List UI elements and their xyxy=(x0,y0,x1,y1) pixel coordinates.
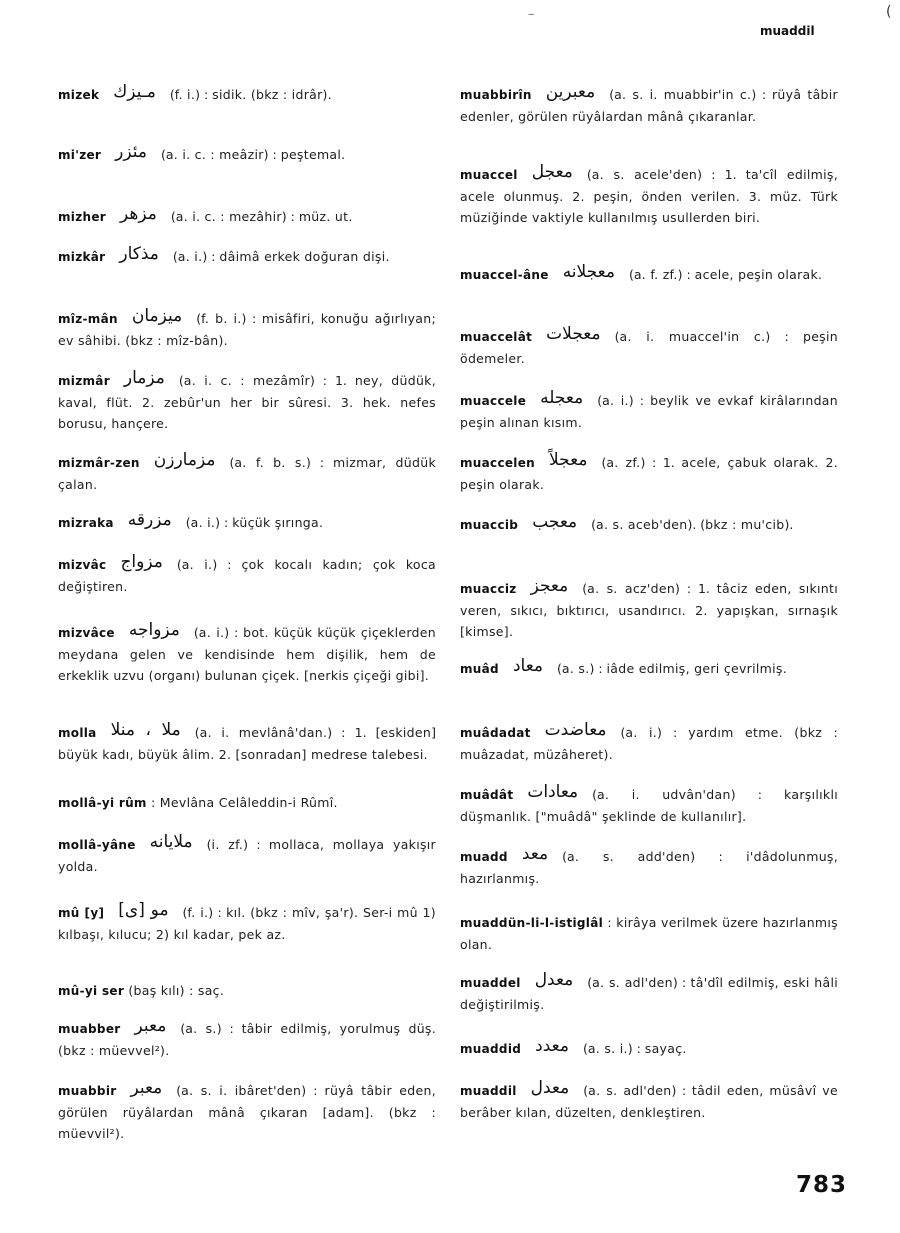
headword: mollâ-yâne xyxy=(58,838,136,852)
entry-mizek xyxy=(58,84,436,106)
arabic-script: مزمار xyxy=(123,368,165,388)
definition: (a. zf.) : 1. acele, çabuk olarak. 2. peşin olarak. xyxy=(460,455,838,492)
entry-muaddun-li-l-istiglal xyxy=(460,912,838,955)
scan-dash-mark: ‒ xyxy=(528,9,535,20)
definition: (a. f. zf.) : acele, peşin olarak. xyxy=(628,267,823,282)
arabic-script: معدل xyxy=(530,1078,570,1098)
entry-muaddel xyxy=(460,972,838,1015)
entry-muadd xyxy=(460,846,838,889)
definition: (a. i. c. : mezâmîr) : 1. ney, düdük, kaval, flüt. 2. zebûr'un her bir sûresi. 3. hek. nefes borusu, hançere. xyxy=(58,373,436,431)
definition: (a. s. adl'den) : tâdil eden, müsâvî ve berâber kılan, düzelten, denkleştiren. xyxy=(460,1083,838,1120)
entry-muaddid xyxy=(460,1038,838,1060)
headword: muaddel xyxy=(460,976,521,990)
arabic-script: مذكار xyxy=(119,244,159,264)
headword: muacciz xyxy=(460,582,517,596)
arabic-script: معبرين xyxy=(545,82,596,102)
headword: mizher xyxy=(58,210,107,224)
definition: (a. i. muaccel'in c.) : peşin ödemeler. xyxy=(460,329,838,366)
entry-mizkar xyxy=(58,246,436,268)
headword: mizvâc xyxy=(58,558,107,572)
definition: (a. i. c. : meâzir) : peştemal. xyxy=(160,147,346,162)
arabic-script: مئزر xyxy=(115,142,147,162)
arabic-script: ملا ، منلا xyxy=(110,720,181,740)
arabic-script: معاضدت xyxy=(544,720,607,740)
entry-mizvac xyxy=(58,554,436,597)
entry-molla xyxy=(58,722,436,765)
entry-mu-yi-ser xyxy=(58,980,436,1002)
entry-muadat xyxy=(460,784,838,827)
definition: (a. i. udvân'dan) : karşılıklı düşmanlık. ["muâdâ" şeklinde de kullanılır]. xyxy=(460,787,838,824)
definition: (f. b. i.) : misâfiri, konuğu ağırlıyan; ev sâhibi. (bkz : mîz-bân). xyxy=(58,311,436,348)
arabic-script: معد xyxy=(521,844,549,864)
definition: (a. s. aceb'den). (bkz : mu'cib). xyxy=(591,517,794,532)
definition: (a. f. b. s.) : mizmar, düdük çalan. xyxy=(58,455,436,492)
headword: muaddid xyxy=(460,1042,522,1056)
arabic-script: ميزمان xyxy=(131,306,183,326)
headword: mizmâr-zen xyxy=(58,456,140,470)
entry-mizmar xyxy=(58,370,436,434)
definition: (i. zf.) : mollaca, mollaya yakışır yolda. xyxy=(58,837,436,874)
entry-muabber xyxy=(58,1018,436,1061)
definition: (baş kılı) : saç. xyxy=(128,983,225,998)
entry-muacciz xyxy=(460,578,838,642)
definition: (a. i.) : yardım etme. (bkz : muâzadat, müzâheret). xyxy=(460,725,838,762)
entry-mizher xyxy=(58,206,436,228)
headword: muadd xyxy=(460,850,508,864)
entry-molla-yi-rum xyxy=(58,792,436,814)
entry-muaccele xyxy=(460,390,838,433)
definition: (a. i. mevlânâ'dan.) : 1. [eskiden] büyük kadı, büyük âlim. 2. [sonradan] medrese talebesi. xyxy=(58,725,436,762)
definition: (a. s. i. muabbir'in c.) : rüyâ tâbir edenler, görülen rüyâlardan mânâ çıkaranlar. xyxy=(460,87,838,124)
arabic-script: معجلاً xyxy=(549,450,588,470)
arabic-script: مزواج xyxy=(120,552,163,572)
headword: mi'zer xyxy=(58,148,102,162)
entry-muaccib xyxy=(460,514,838,536)
definition: (a. s. i. ibâret'den) : rüyâ tâbir eden, görülen rüyâlardan mânâ çıkaran [adam]. (bkz : müevvil²). xyxy=(58,1083,436,1141)
headword: mizek xyxy=(58,88,100,102)
arabic-script: معبر xyxy=(134,1016,167,1036)
headword: muabber xyxy=(58,1022,121,1036)
headword: muaccel-âne xyxy=(460,268,549,282)
headword: mîz-mân xyxy=(58,312,118,326)
headword: muaddil xyxy=(460,1084,517,1098)
definition: (a. s. acz'den) : 1. tâciz eden, sıkıntı veren, sıkıcı, bıktırıcı, usandırıcı. 2. yapışkan, sırnaşık [kimse]. xyxy=(460,581,838,639)
definition: (a. i.) : küçük şırınga. xyxy=(185,515,324,530)
scan-corner-mark: ( xyxy=(886,4,892,20)
definition: (f. i.) : kıl. (bkz : mîv, şa'r). Ser-i mû 1) kılbaşı, kılucu; 2) kıl kadar, pek az. xyxy=(58,905,436,942)
headword: muaccel xyxy=(460,168,518,182)
arabic-script: معاد xyxy=(512,656,543,676)
page-number: 783 xyxy=(796,1172,848,1198)
definition: (a. s. add'den) : i'dâdolunmuş, hazırlanmış. xyxy=(460,849,838,886)
arabic-script: معجلانه xyxy=(562,262,615,282)
entry-muabbirin xyxy=(460,84,838,127)
headword: mû-yi ser xyxy=(58,984,125,998)
arabic-script: مزواجه xyxy=(128,620,180,640)
entry-mizer xyxy=(58,144,436,166)
definition: : Mevlâna Celâleddin-i Rûmî. xyxy=(151,795,338,810)
headword: muaddün-li-l-istiglâl xyxy=(460,916,604,930)
arabic-script: معبر xyxy=(130,1078,163,1098)
headword: mizraka xyxy=(58,516,114,530)
headword: muaccelen xyxy=(460,456,536,470)
arabic-script: مزهر xyxy=(120,204,157,224)
definition: (a. s. i.) : sayaç. xyxy=(582,1041,687,1056)
definition: (a. s.) : iâde edilmiş, geri çevrilmiş. xyxy=(557,661,788,676)
definition: (a. i. c. : mezâhir) : müz. ut. xyxy=(170,209,353,224)
entry-muaddil xyxy=(460,1080,838,1123)
arabic-script: معادات xyxy=(527,782,579,802)
definition: (a. s.) : tâbir edilmiş, yorulmuş düş. (bkz : müevvel²). xyxy=(58,1021,436,1058)
entry-mizvace xyxy=(58,622,436,686)
definition: (a. s. acele'den) : 1. ta'cîl edilmiş, acele olunmuş. 2. peşin, önden verilen. 3. müz. Türk müziğinde vaktiyle kullanılmış usullerden biri. xyxy=(460,167,838,225)
entry-mu xyxy=(58,902,436,945)
arabic-script: معجله xyxy=(540,388,584,408)
headword: muaccelât xyxy=(460,330,533,344)
entry-miz-man xyxy=(58,308,436,351)
arabic-script: معجلات xyxy=(546,324,601,344)
entry-muaccelat xyxy=(460,326,838,369)
headword: muâdadat xyxy=(460,726,531,740)
definition: (f. i.) : sidik. (bkz : idrâr). xyxy=(169,87,332,102)
headword: mizvâce xyxy=(58,626,115,640)
definition: (a. i.) : beylik ve evkaf kirâlarından peşin alınan kısım. xyxy=(460,393,838,430)
headword: mollâ-yi rûm xyxy=(58,796,147,810)
entry-muad xyxy=(460,658,838,680)
arabic-script: معدد xyxy=(535,1036,569,1056)
arabic-script: معجل xyxy=(531,162,573,182)
running-head-guide-word: muaddil xyxy=(760,24,815,38)
arabic-script: ملايانه xyxy=(149,832,193,852)
definition: (a. i.) : dâimâ erkek doğuran dişi. xyxy=(172,249,390,264)
arabic-script: مو [ى] xyxy=(118,900,169,920)
entry-muabbir xyxy=(58,1080,436,1144)
headword: mizkâr xyxy=(58,250,106,264)
entry-molla-yane xyxy=(58,834,436,877)
headword: muabbirîn xyxy=(460,88,532,102)
arabic-script: مزمارزن xyxy=(153,450,216,470)
headword: molla xyxy=(58,726,97,740)
headword: mizmâr xyxy=(58,374,110,388)
arabic-script: مـيزك xyxy=(113,82,156,102)
arabic-script: معجب xyxy=(532,512,578,532)
headword: muabbir xyxy=(58,1084,117,1098)
entry-muadadat xyxy=(460,722,838,765)
entry-muaccelen xyxy=(460,452,838,495)
entry-muaccel xyxy=(460,164,838,228)
entry-mizmar-zen xyxy=(58,452,436,495)
definition: : kirâya verilmek üzere hazırlanmış olan. xyxy=(460,915,838,952)
arabic-script: معدل xyxy=(534,970,574,990)
headword: muaccib xyxy=(460,518,519,532)
headword: mû [y] xyxy=(58,906,105,920)
definition: (a. s. adl'den) : tâ'dîl edilmiş, eski hâli değiştirilmiş. xyxy=(460,975,838,1012)
arabic-script: مزرقه xyxy=(127,510,172,530)
arabic-script: معجز xyxy=(530,576,569,596)
headword: muâd xyxy=(460,662,499,676)
entry-mizraka xyxy=(58,512,436,534)
definition: (a. i.) : çok kocalı kadın; çok koca değiştiren. xyxy=(58,557,436,594)
entry-muaccel-ane xyxy=(460,264,838,286)
definition: (a. i.) : bot. küçük küçük çiçeklerden meydana gelen ve kendisinde hem dişilik, hem de erkeklik uzvu (organı) bulunan çiçek. [nerkis çiçeği gibi]. xyxy=(58,625,436,683)
headword: muaccele xyxy=(460,394,527,408)
headword: muâdât xyxy=(460,788,514,802)
